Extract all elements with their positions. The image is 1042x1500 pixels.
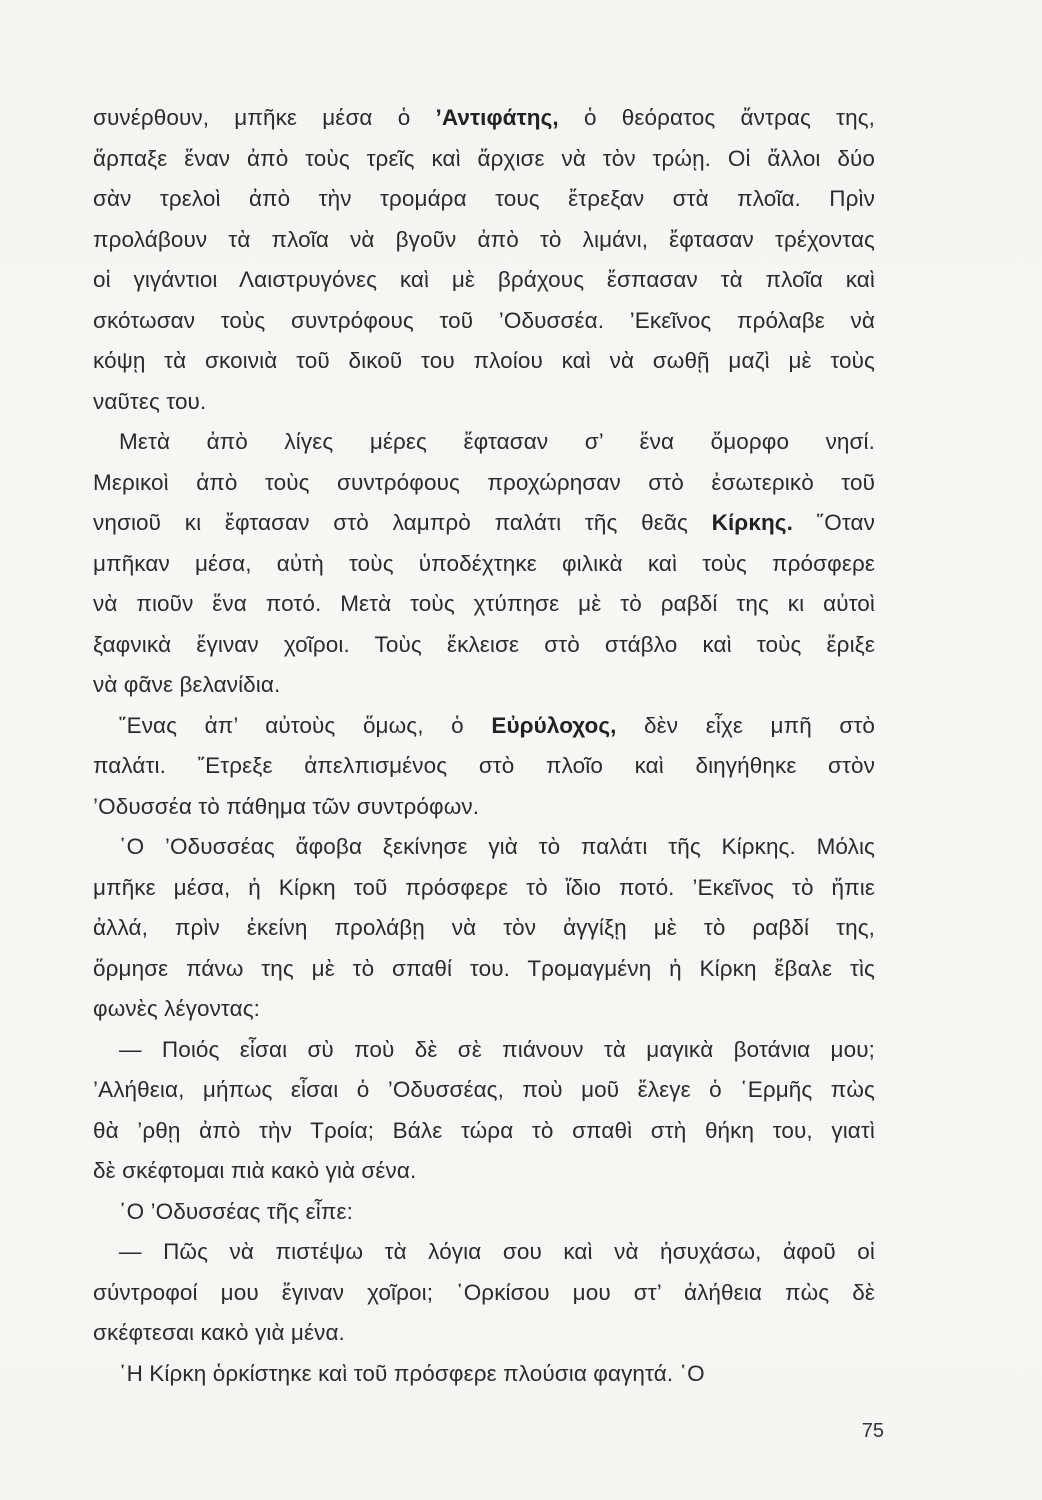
text-line [93,746,875,786]
text-run: προλάβουν τὰ πλοῖα νὰ βγοῦν ἀπὸ τὸ λιμάνι, ἔφτασαν τρέχοντας [93,226,875,252]
text-run: νησιοῦ κι ἔφτασαν στὸ λαμπρὸ παλάτι τῆς θεᾶς [93,510,712,535]
text-line [93,908,875,948]
text-run: ἀλλά, πρὶν ἐκείνη προλάβῃ νὰ τὸν ἀγγίξῃ μὲ τὸ ραβδί της, [93,915,875,940]
text-run: ὁ θεόρατος ἄντρας της, [558,105,875,130]
text-run: μπῆκαν μέσα, αὐτὴ τοὺς ὑποδέχτηκε φιλικὰ καὶ τοὺς πρόσφερε [93,550,875,576]
text-run: ὅρμησε πάνω της μὲ τὸ σπαθί του. Τρομαγμένη ἡ Κίρκη ἔβαλε τὶς [93,955,875,981]
text-run: ῾Ο ’Οδυσσέας τῆς εἶπε: [119,1198,354,1224]
text-line [93,665,875,705]
text-run: σὰν τρελοὶ ἀπὸ τὴν τρομάρα τους ἔτρεξαν στὰ πλοῖα. Πρὶν [93,186,875,211]
text-run: ναῦτες του. [93,388,207,414]
text-line [119,422,875,462]
text-run: δὲ σκέφτομαι πιὰ κακὸ γιὰ σένα. [93,1158,417,1183]
text-line [93,868,875,908]
text-run: Μερικοὶ ἀπὸ τοὺς συντρόφους προχώρησαν στὸ ἐσωτερικὸ τοῦ [93,469,875,495]
text-run: Μετὰ ἀπὸ λίγες μέρες ἔφτασαν σ’ ἕνα ὄμορφο νησί. [119,429,875,454]
text-line [93,382,875,422]
text-line [93,625,875,665]
text-line [119,827,875,867]
bold-name: Κίρκης. [711,510,793,535]
text-run: ῾Ο ’Οδυσσέας ἄφοβα ξεκίνησε γιὰ τὸ παλάτι τῆς Κίρκης. Μόλις [119,834,875,859]
text-run: συνέρθουν, μπῆκε μέσα ὁ [93,105,436,130]
text-run: δὲν εἶχε μπῆ στὸ [616,712,876,738]
text-run: θὰ ’ρθῃ ἀπὸ τὴν Τροία; Βάλε τώρα τὸ σπαθὶ στὴ θήκη του, γιατὶ [93,1117,875,1143]
text-run: ’Οδυσσέα τὸ πάθημα τῶν συντρόφων. [93,793,480,819]
text-line [93,341,875,381]
text-line [119,1192,875,1232]
text-line [93,584,875,624]
text-run: ξαφνικὰ ἔγιναν χοῖροι. Τοὺς ἔκλεισε στὸ στάβλο καὶ τοὺς ἔριξε [93,631,875,657]
text-line [93,179,875,219]
text-run: οἱ γιγάντιοι Λαιστρυγόνες καὶ μὲ βράχους ἔσπασαν τὰ πλοῖα καὶ [93,267,875,292]
text-line [119,1030,875,1070]
text-line [93,260,875,300]
text-run: κόψῃ τὰ σκοινιὰ τοῦ δικοῦ του πλοίου καὶ νὰ σωθῇ μαζὶ μὲ τοὺς [93,348,875,373]
text-run: — Ποιός εἶσαι σὺ ποὺ δὲ σὲ πιάνουν τὰ μαγικὰ βοτάνια μου; [119,1036,875,1062]
page-number: 75 [861,1420,884,1442]
text-line [93,463,875,503]
text-run: ῾Η Κίρκη ὁρκίστηκε καὶ τοῦ πρόσφερε πλούσια φαγητά. ῾Ο [119,1360,705,1386]
text-line [93,989,875,1029]
text-line [93,544,875,584]
text-run: ῞Ενας ἀπ’ αὐτοὺς ὅμως, ὁ [119,712,492,738]
text-line [93,1111,875,1151]
text-run: μπῆκε μέσα, ἡ Κίρκη τοῦ πρόσφερε τὸ ἴδιο ποτό. ’Εκεῖνος τὸ ἤπιε [93,874,875,900]
text-line [93,139,875,179]
text-run: σκέφτεσαι κακὸ γιὰ μένα. [93,1320,345,1345]
text-line [93,301,875,341]
text-line [119,1354,875,1394]
text-line [119,1232,875,1272]
text-run: παλάτι. ῎Ετρεξε ἀπελπισμένος στὸ πλοῖο καὶ διηγήθηκε στὸν [93,753,875,778]
text-run: σύντροφοί μου ἔγιναν χοῖροι; ῾Ορκίσου μου στ’ ἀλήθεια πὼς δὲ [93,1279,875,1305]
text-line [93,98,875,138]
text-line [93,1151,875,1191]
text-line [93,503,875,543]
text-line [93,1273,875,1313]
text-line [93,220,875,260]
text-run: ῞Οταν [792,510,875,535]
text-run: ἅρπαξε ἕναν ἀπὸ τοὺς τρεῖς καὶ ἄρχισε νὰ τὸν τρώῃ. Οἱ ἄλλοι δύο [93,145,875,171]
text-run: σκότωσαν τοὺς συντρόφους τοῦ ’Οδυσσέα. ’Εκεῖνος πρόλαβε νὰ [93,307,875,333]
text-line [119,706,875,746]
bold-name: Εὐρύλοχος, [491,712,617,738]
bold-name: ’Αντιφάτης, [435,105,559,130]
text-run: ’Αλήθεια, μήπως εἶσαι ὁ ’Οδυσσέας, ποὺ μοῦ ἔλεγε ὁ ῾Ερμῆς πὼς [93,1077,875,1102]
text-run: νὰ φᾶνε βελανίδια. [93,672,281,697]
text-line [93,949,875,989]
text-run: φωνὲς λέγοντας: [93,996,260,1021]
text-line [93,1313,875,1353]
text-line [93,1070,875,1110]
text-run: νὰ πιοῦν ἕνα ποτό. Μετὰ τοὺς χτύπησε μὲ τὸ ραβδί της κι αὐτοὶ [93,591,875,616]
text-line [93,787,875,827]
text-run: — Πῶς νὰ πιστέψω τὰ λόγια σου καὶ νὰ ἡσυχάσω, ἀφοῦ οἱ [119,1239,875,1264]
